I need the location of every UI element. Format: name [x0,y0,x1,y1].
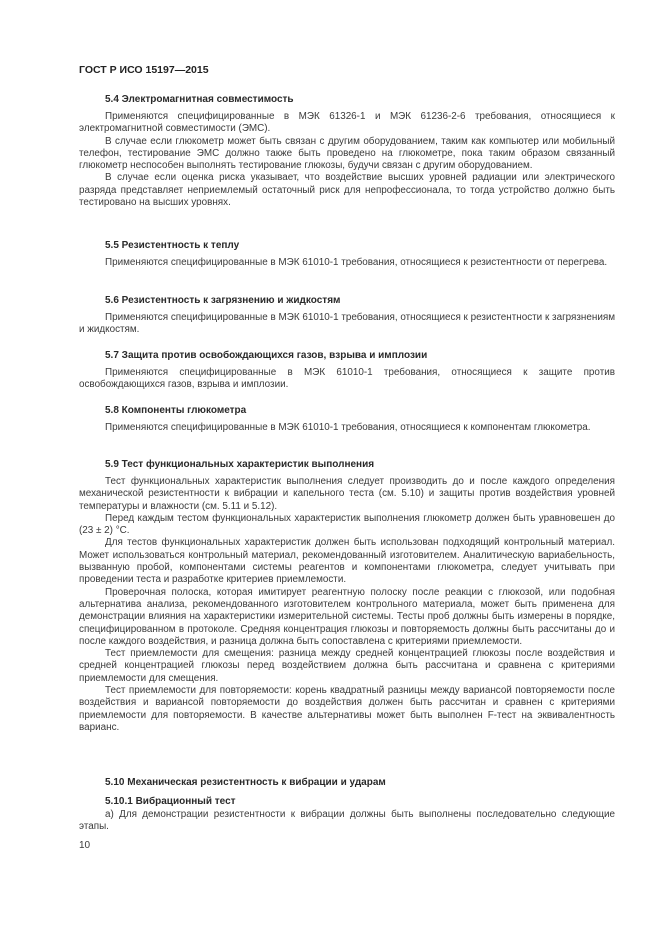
paragraph: Для тестов функциональных характеристик должен быть использован подходящий контрольный материал. Может использоваться контрольный материал, рекомендованный изготовителем. Аналитическую вариабельность, вызванную пробой, компонентами системы реагентов и компонентами глюкометра, следует учитывать при проведении теста и разработке критериев приемлемости. [79,537,615,586]
section-5-8 [79,405,615,434]
section-title: 5.7 Защита против освобождающихся газов, взрыва и имплозии [105,350,428,361]
section-5-9 [79,459,615,734]
page-number: 10 [79,840,91,851]
section-5-4 [79,94,615,209]
paragraph: Применяются специфицированные в МЭК 61326-1 и МЭК 61236-2-6 требования, относящиеся к электромагнитной совместимости (ЭМС). [79,111,615,135]
section-title: 5.6 Резистентность к загрязнению и жидкостям [105,295,341,306]
paragraph: а) Для демонстрации резистентности к вибрации должны быть выполнены последовательно следующие этапы. [79,809,615,833]
paragraph: Тест приемлемости для смещения: разница между средней концентрацией глюкозы после воздействия и средней концентрацией глюкозы перед воздействием должна быть рассчитана и сравнена с критериями приемлемости для смещения. [79,648,615,684]
paragraph: Применяются специфицированные в МЭК 61010-1 требования, относящиеся к компонентам глюкометра. [105,422,591,433]
paragraph: Применяются специфицированные в МЭК 61010-1 требования, относящиеся к резистентности от перегрева. [105,257,608,268]
section-title: 5.10 Механическая резистентность к вибрации и ударам [105,777,386,788]
paragraph: Применяются специфицированные в МЭК 61010-1 требования, относящиеся к резистентности к загрязнениям и жидкостям. [79,312,615,336]
section-5-10-1 [79,796,615,834]
section-5-7 [79,350,615,392]
document-header: ГОСТ Р ИСО 15197—2015 [79,64,209,76]
section-5-5 [79,240,615,269]
paragraph: В случае если глюкометр может быть связан с другим оборудованием, таким как компьютер или мобильный телефон, тестирование ЭМС должно также быть проведено на глюкометре, пока таким образом связанный глюкометр неспособен выполнять тестирование глюкозы, будучи связан с другим оборудованием. [79,135,615,172]
paragraph: Перед каждым тестом функциональных характеристик выполнения глюкометр должен быть уравновешен до (23 ± 2) °C. [79,512,615,537]
section-title: 5.5 Резистентность к теплу [105,240,240,251]
paragraph: Проверочная полоска, которая имитирует реагентную полоску после реакции с глюкозой, или подобная альтернатива анализа, рекомендованного изготовителем контрольного материала, может быть применена для демонстрации влияния на характеристики измерительной системы. Тесты проб должны быть измерены в порядке, специфицированном в протоколе. Средняя концентрация глюкозы и повторяемость должны быть рассчитаны до и после каждого воздействия, и разница должна быть сопоставлена с критериями приемлемости. [79,586,615,647]
section-title: 5.8 Компоненты глюкометра [105,405,247,416]
paragraph: Тест приемлемости для повторяемости: корень квадратный разницы между вариансой повторяемости после воздействия и вариансой повторяемости до воздействия должен быть рассчитан и сравнен с критериями приемлемости для повторяемости. В качестве альтернативы может быть выполнен F-тест на эквивалентность варианс. [79,685,615,733]
paragraph: В случае если оценка риска указывает, что воздействие высших уровней радиации или электрического разряда представляет неприемлемый остаточный риск для непрофессионала, то тогда устройство должно быть тестировано на высших уровнях. [79,172,615,209]
section-title: 5.4 Электромагнитная совместимость [105,94,294,105]
section-5-6 [79,295,615,337]
paragraph: Применяются специфицированные в МЭК 61010-1 требования, относящиеся к защите против освобождающихся газов, взрыва и имплозии. [79,367,615,391]
paragraph: Тест функциональных характеристик выполнения следует производить до и после каждого определения механической резистентности к вибрации и капельного теста (см. 5.10) и защиты против воздействия уровней температуры и влажности (см. 5.11 и 5.12). [79,476,615,512]
section-title: 5.10.1 Вибрационный тест [105,796,236,807]
section-title: 5.9 Тест функциональных характеристик выполнения [105,459,375,470]
section-5-10 [79,777,615,794]
